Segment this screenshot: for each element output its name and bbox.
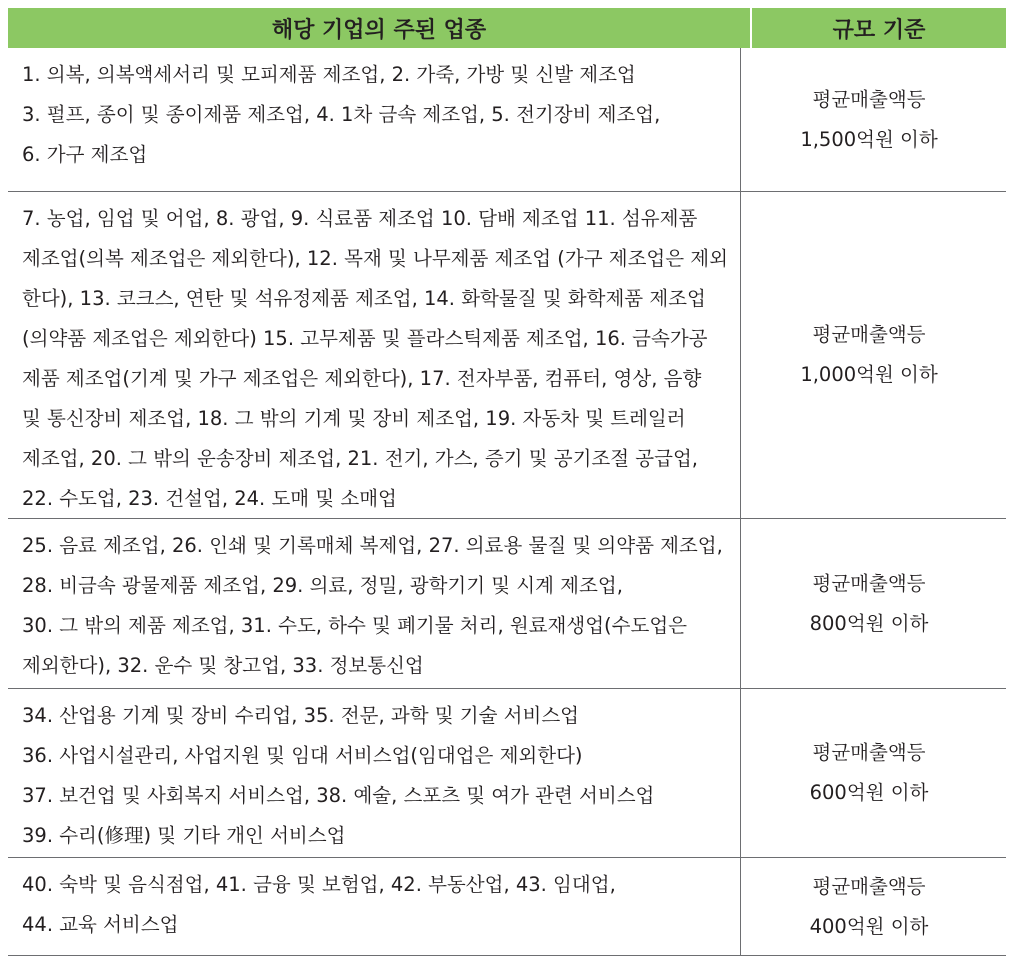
industry-text-line: 40. 숙박 및 음식점업, 41. 금융 및 보험업, 42. 부동산업, 43. 임대업,: [22, 873, 616, 896]
scale-column-header: 규모 기준: [752, 8, 1006, 48]
industry-text-line: 3. 펄프, 종이 및 종이제품 제조업, 4. 1차 금속 제조업, 5. 전기장비 제조업,: [22, 103, 661, 126]
industry-text-line: 44. 교육 서비스업: [22, 913, 179, 936]
industry-text-line: 25. 음료 제조업, 26. 인쇄 및 기록매체 복제업, 27. 의료용 물질 및 의약품 제조업,: [22, 534, 723, 557]
industry-column-header: 해당 기업의 주된 업종: [8, 8, 750, 48]
table-row: [8, 858, 1006, 956]
scale-cell: [741, 48, 997, 191]
criteria-label: 평균매출액등: [812, 741, 926, 764]
industry-cell: [8, 858, 741, 955]
criteria-value: 1,500억원 이하: [800, 127, 938, 151]
industry-text-line: 36. 사업시설관리, 사업지원 및 임대 서비스업(임대업은 제외한다): [22, 744, 583, 767]
table-row: [8, 689, 1006, 858]
industry-cell: [8, 689, 741, 857]
scale-cell: [741, 858, 997, 955]
criteria-label: 평균매출액등: [812, 323, 926, 346]
scale-cell: [741, 519, 997, 688]
criteria-label: 평균매출액등: [812, 87, 926, 111]
criteria-label: 평균매출액등: [812, 874, 926, 898]
industry-text-line: 1. 의복, 의복액세서리 및 모피제품 제조업, 2. 가죽, 가방 및 신발 제조업: [22, 63, 636, 86]
industry-text-line: 한다), 13. 코크스, 연탄 및 석유정제품 제조업, 14. 화학물질 및 화학제품 제조업: [22, 287, 706, 310]
criteria-value: 800억원 이하: [809, 611, 929, 635]
industry-text-line: 제조업(의복 제조업은 제외한다), 12. 목재 및 나무제품 제조업 (가구 제조업은 제외: [22, 247, 728, 270]
industry-text-line: 39. 수리(修理) 및 기타 개인 서비스업: [22, 824, 346, 847]
industry-text-line: 제품 제조업(기계 및 가구 제조업은 제외한다), 17. 전자부품, 컴퓨터, 영상, 음향: [22, 367, 702, 390]
criteria-value: 400억원 이하: [809, 914, 929, 938]
industry-text-line: 34. 산업용 기계 및 장비 수리업, 35. 전문, 과학 및 기술 서비스업: [22, 704, 580, 727]
scale-cell: [741, 192, 997, 518]
industry-text-line: 6. 가구 제조업: [22, 143, 148, 166]
industry-text-line: 및 통신장비 제조업, 18. 그 밖의 기계 및 장비 제조업, 19. 자동차 및 트레일러: [22, 407, 686, 430]
criteria-value: 1,000억원 이하: [800, 363, 938, 386]
table-header: [8, 8, 1006, 48]
industry-text-line: 제조업, 20. 그 밖의 운송장비 제조업, 21. 전기, 가스, 증기 및 공기조절 공급업,: [22, 447, 698, 470]
industry-text-line: 28. 비금속 광물제품 제조업, 29. 의료, 정밀, 광학기기 및 시계 제조업,: [22, 574, 623, 597]
industry-text-line: (의약품 제조업은 제외한다) 15. 고무제품 및 플라스틱제품 제조업, 16. 금속가공: [22, 327, 708, 350]
scale-cell: [741, 689, 997, 857]
table-row: [8, 192, 1006, 519]
table-row: [8, 48, 1006, 192]
industry-scale-table: [8, 8, 1006, 956]
industry-text-line: 37. 보건업 및 사회복지 서비스업, 38. 예술, 스포츠 및 여가 관련 서비스업: [22, 784, 655, 807]
table-row: [8, 519, 1006, 689]
industry-cell: [8, 192, 741, 518]
industry-cell: [8, 519, 741, 688]
industry-text-line: 제외한다), 32. 운수 및 창고업, 33. 정보통신업: [22, 654, 424, 677]
criteria-label: 평균매출액등: [812, 571, 926, 595]
criteria-value: 600억원 이하: [809, 781, 929, 804]
industry-text-line: 7. 농업, 임업 및 어업, 8. 광업, 9. 식료품 제조업 10. 담배 제조업 11. 섬유제품: [22, 207, 698, 230]
industry-text-line: 22. 수도업, 23. 건설업, 24. 도매 및 소매업: [22, 487, 397, 510]
industry-cell: [8, 48, 741, 191]
industry-text-line: 30. 그 밖의 제품 제조업, 31. 수도, 하수 및 폐기물 처리, 원료재생업(수도업은: [22, 614, 688, 637]
